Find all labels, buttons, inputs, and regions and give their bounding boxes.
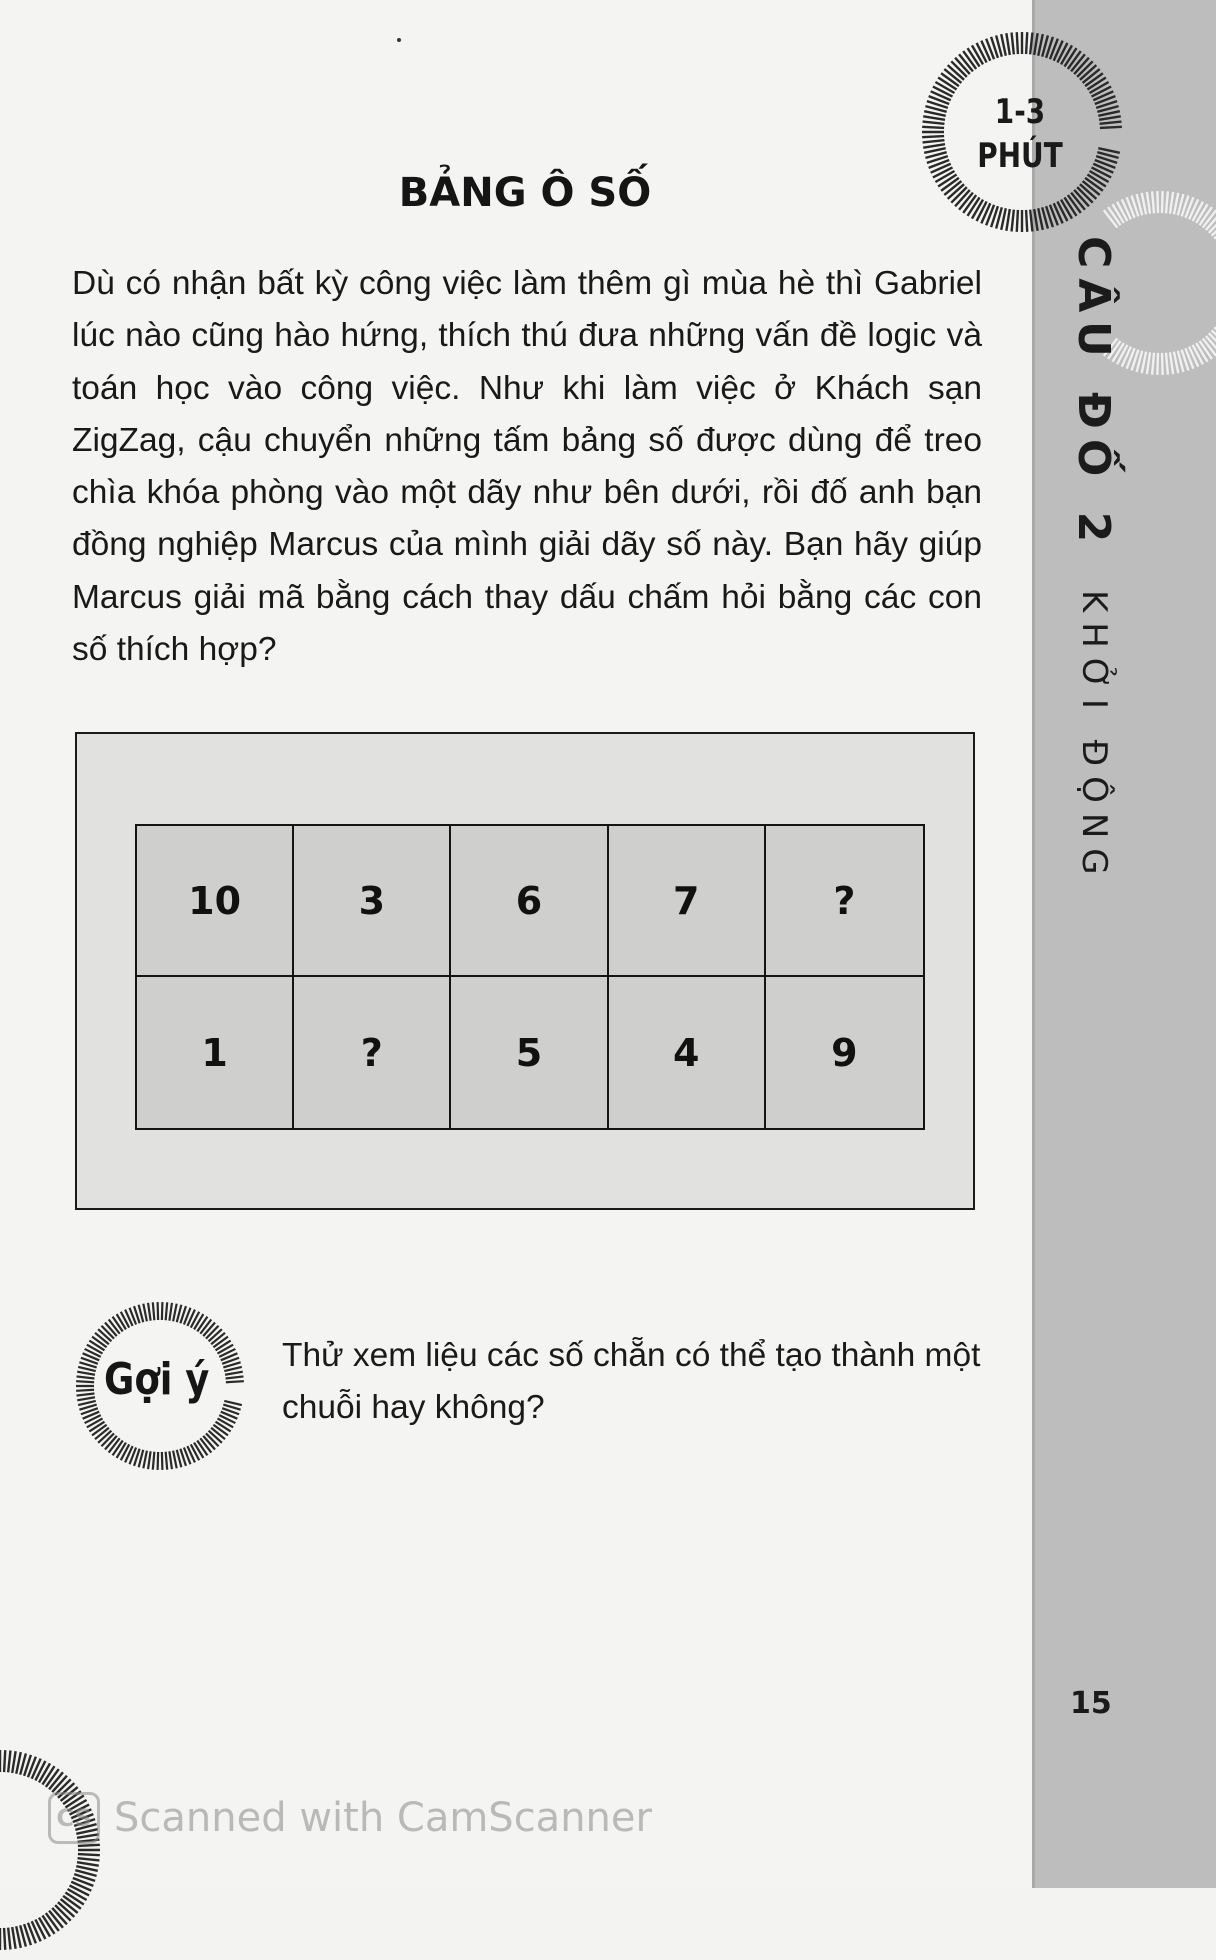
side-ring-icon: [1040, 168, 1216, 398]
grid-cell: 1: [137, 977, 294, 1128]
hint-label: Gợi ý: [104, 1354, 210, 1405]
puzzle-label: CÂU ĐỐ 2: [1068, 236, 1119, 553]
timer-range: 1-3: [994, 92, 1046, 132]
page-number: 15: [1070, 1686, 1112, 1721]
grid-cell: ?: [766, 826, 923, 977]
camscanner-logo-icon: CS: [48, 1792, 100, 1844]
grid-cell: 3: [294, 826, 451, 977]
grid-cell: 7: [609, 826, 766, 977]
grid-cell: 4: [609, 977, 766, 1128]
puzzle-frame: [75, 732, 975, 1210]
scanner-watermark: [48, 1792, 652, 1844]
number-grid: [135, 824, 925, 1130]
grid-cell: 9: [831, 1030, 858, 1075]
grid-cell: 5: [451, 977, 608, 1128]
page-title: BẢNG Ô SỐ: [398, 170, 652, 216]
hint-text: Thử xem liệu các số chẵn có thể tạo thành một chuỗi hay không?: [282, 1337, 981, 1426]
grid-cell: ?: [294, 977, 451, 1128]
timer-unit: PHÚT: [977, 136, 1063, 176]
watermark-text: Scanned with CamScanner: [114, 1795, 652, 1841]
speck: [397, 38, 401, 42]
timer-badge: [971, 90, 1069, 178]
grid-cell: 6: [451, 826, 608, 977]
section-label: KHỞI ĐỘNG: [1074, 590, 1114, 885]
puzzle-description: Dù có nhận bất kỳ công việc làm thêm gì mùa hè thì Gabriel lúc nào cũng hào hứng, thích thú đưa những vấn đề logic và toán học vào công việc. Như khi làm việc ở Khách sạn ZigZag, cậu chuyển những tấm bảng số được dùng để treo chìa khóa phòng vào một dãy như bên dưới, rồi đố anh bạn đồng nghiệp Marcus của mình giải dãy số này. Bạn hãy giúp Marcus giải mã bằng cách thay dấu chấm hỏi bằng các con số thích hợp?: [72, 265, 982, 669]
corner-ring-icon: [0, 1740, 110, 1960]
grid-cell: 10: [137, 826, 294, 977]
